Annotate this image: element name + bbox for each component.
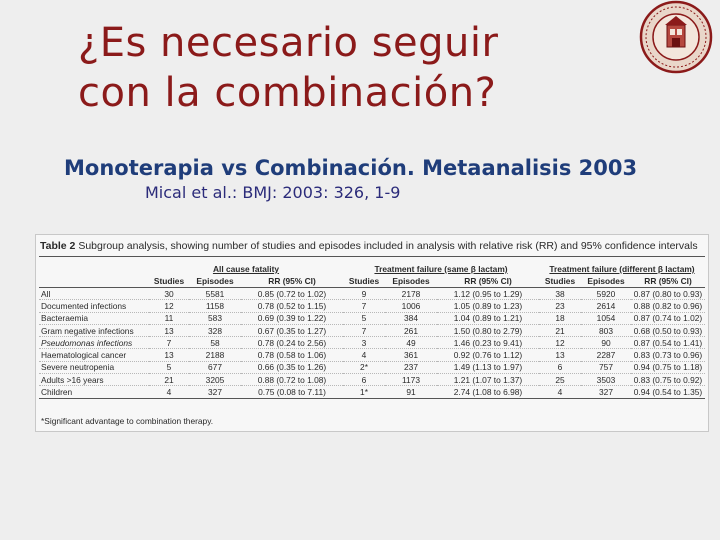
table-cell: 1.12 (0.95 to 1.29): [437, 288, 539, 300]
table-cell: 0.78 (0.58 to 1.06): [241, 349, 343, 361]
table-cell: 5: [149, 361, 189, 373]
table-cell: 91: [385, 386, 437, 398]
table-cell: 30: [149, 288, 189, 300]
table-cell: 7: [149, 337, 189, 349]
table-cell: 0.83 (0.73 to 0.96): [631, 349, 705, 361]
table-label: Table 2: [40, 240, 76, 252]
table-cell: 4: [539, 386, 581, 398]
table-cell: 0.87 (0.74 to 1.02): [631, 312, 705, 324]
row-label: Gram negative infections: [39, 324, 149, 336]
slide-title: [78, 18, 638, 118]
table-cell: 0.94 (0.75 to 1.18): [631, 361, 705, 373]
table-caption: [40, 240, 698, 252]
table-cell: 5920: [581, 288, 631, 300]
table-cell: 757: [581, 361, 631, 373]
table-cell: 677: [189, 361, 241, 373]
table-cell: 13: [149, 324, 189, 336]
table-row: [39, 324, 705, 336]
table-cell: 5581: [189, 288, 241, 300]
table-cell: 384: [385, 312, 437, 324]
col-header: Episodes: [196, 276, 234, 286]
col-header: Episodes: [587, 276, 625, 286]
subgroup-table: [39, 263, 705, 399]
table-cell: 13: [539, 349, 581, 361]
table-row: [39, 349, 705, 361]
row-label: Bacteraemia: [39, 312, 149, 324]
table-cell: 0.88 (0.72 to 1.08): [241, 374, 343, 386]
table-cell: 0.88 (0.82 to 0.96): [631, 300, 705, 312]
title-line-1: ¿Es necesario seguir: [78, 20, 499, 66]
table-cell: 7: [343, 300, 385, 312]
table-cell: 0.78 (0.52 to 1.15): [241, 300, 343, 312]
table-cell: 0.69 (0.39 to 1.22): [241, 312, 343, 324]
table-cell: 21: [539, 324, 581, 336]
table-cell: 0.75 (0.08 to 7.11): [241, 386, 343, 398]
table-cell: 25: [539, 374, 581, 386]
row-label: Pseudomonas infections: [39, 337, 149, 349]
table-cell: 1.46 (0.23 to 9.41): [437, 337, 539, 349]
table-cell: 1*: [343, 386, 385, 398]
table-cell: 1158: [189, 300, 241, 312]
table-cell: 0.92 (0.76 to 1.12): [437, 349, 539, 361]
table-cell: 0.85 (0.72 to 1.02): [241, 288, 343, 300]
group-treatment-failure-different: Treatment failure (different β lactam): [549, 264, 695, 274]
table-cell: 1.49 (1.13 to 1.97): [437, 361, 539, 373]
table-cell: 4: [343, 349, 385, 361]
table-row: [39, 386, 705, 398]
table-footnote: *Significant advantage to combination therapy.: [41, 416, 214, 426]
table-cell: 1173: [385, 374, 437, 386]
col-header: Studies: [348, 276, 380, 286]
table-cell: 0.94 (0.54 to 1.35): [631, 386, 705, 398]
table-cell: 13: [149, 349, 189, 361]
table-cell: 2188: [189, 349, 241, 361]
table-cell: 803: [581, 324, 631, 336]
column-header-row: [39, 275, 705, 288]
col-header: RR (95% CI): [644, 276, 692, 286]
table-cell: 1006: [385, 300, 437, 312]
scanned-table: [35, 234, 709, 432]
table-cell: 7: [343, 324, 385, 336]
table-cell: 327: [581, 386, 631, 398]
table-cell: 0.78 (0.24 to 2.56): [241, 337, 343, 349]
table-cell: 2614: [581, 300, 631, 312]
table-cell: 0.87 (0.54 to 1.41): [631, 337, 705, 349]
group-header-row: [39, 263, 705, 275]
table-cell: 12: [149, 300, 189, 312]
table-cell: 0.68 (0.50 to 0.93): [631, 324, 705, 336]
subtitle: Monoterapia vs Combinación. Metaanalisis 2003: [64, 156, 638, 180]
table-cell: 2.74 (1.08 to 6.98): [437, 386, 539, 398]
table-cell: 18: [539, 312, 581, 324]
table-cell: 49: [385, 337, 437, 349]
table-cell: 261: [385, 324, 437, 336]
reference-citation: Mical et al.: BMJ: 2003: 326, 1-9: [145, 183, 401, 202]
table-cell: 6: [343, 374, 385, 386]
row-label: Children: [39, 386, 149, 398]
table-cell: 237: [385, 361, 437, 373]
table-caption-text: Subgroup analysis, showing number of studies and episodes included in analysis with relative risk (RR) and 95% confidence intervals: [78, 240, 698, 252]
table-cell: 327: [189, 386, 241, 398]
table-cell: 6: [539, 361, 581, 373]
table-cell: 23: [539, 300, 581, 312]
col-header: RR (95% CI): [464, 276, 512, 286]
row-label: Documented infections: [39, 300, 149, 312]
table-cell: 3: [343, 337, 385, 349]
table-cell: 361: [385, 349, 437, 361]
table-cell: 2178: [385, 288, 437, 300]
table-cell: 38: [539, 288, 581, 300]
table-cell: 1054: [581, 312, 631, 324]
row-label: Adults >16 years: [39, 374, 149, 386]
table-row: [39, 361, 705, 373]
table-top-rule: [39, 256, 705, 257]
table-cell: 2287: [581, 349, 631, 361]
row-label: Haematological cancer: [39, 349, 149, 361]
table-cell: 1.05 (0.89 to 1.23): [437, 300, 539, 312]
table-cell: 4: [149, 386, 189, 398]
table-cell: 12: [539, 337, 581, 349]
table-cell: 3205: [189, 374, 241, 386]
table-cell: 0.67 (0.35 to 1.27): [241, 324, 343, 336]
table-cell: 5: [343, 312, 385, 324]
table-cell: 583: [189, 312, 241, 324]
col-header: Episodes: [392, 276, 430, 286]
table-row: [39, 300, 705, 312]
table-cell: 0.66 (0.35 to 1.26): [241, 361, 343, 373]
group-treatment-failure-same: Treatment failure (same β lactam): [374, 264, 508, 274]
table-row: [39, 312, 705, 324]
table-cell: 0.87 (0.80 to 0.93): [631, 288, 705, 300]
table-cell: 11: [149, 312, 189, 324]
table-row: [39, 288, 705, 300]
table-cell: 9: [343, 288, 385, 300]
table-cell: 0.83 (0.75 to 0.92): [631, 374, 705, 386]
col-header: Studies: [544, 276, 576, 286]
row-label: All: [39, 288, 149, 300]
col-header: Studies: [153, 276, 185, 286]
table-cell: 1.50 (0.80 to 2.79): [437, 324, 539, 336]
title-line-2: con la combinación?: [78, 70, 497, 116]
table-row: [39, 337, 705, 349]
col-header: RR (95% CI): [268, 276, 316, 286]
table-cell: 58: [189, 337, 241, 349]
table-cell: 90: [581, 337, 631, 349]
table-cell: 1.04 (0.89 to 1.21): [437, 312, 539, 324]
row-label: Severe neutropenia: [39, 361, 149, 373]
table-cell: 21: [149, 374, 189, 386]
university-seal-icon: [636, 0, 716, 74]
group-all-cause-fatality: All cause fatality: [212, 264, 280, 274]
table-cell: 2*: [343, 361, 385, 373]
table-row: [39, 374, 705, 386]
table-cell: 1.21 (1.07 to 1.37): [437, 374, 539, 386]
table-cell: 328: [189, 324, 241, 336]
table-cell: 3503: [581, 374, 631, 386]
